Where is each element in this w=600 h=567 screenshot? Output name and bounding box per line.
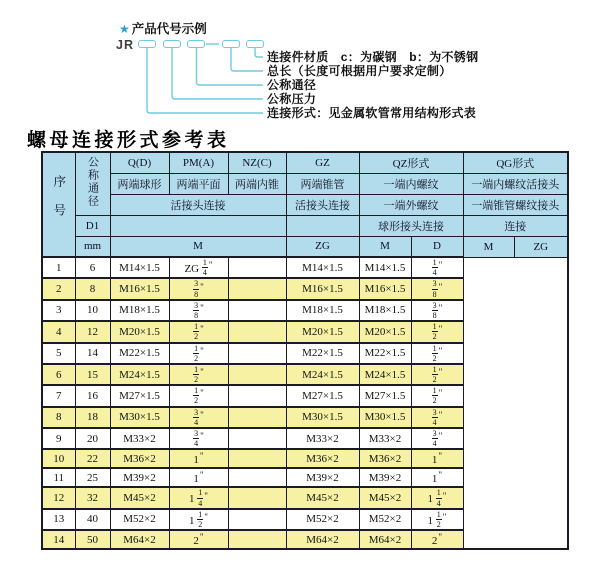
gz-zg-cell: 1 $\frac{1}{2}$ " <box>169 509 228 530</box>
table-row <box>42 364 568 385</box>
table-row <box>42 449 568 468</box>
header-nominal-diameter: 公称通径 <box>75 152 110 215</box>
qg-m-cell: M20×1.5 <box>359 321 411 342</box>
qg-zg-cell: $\frac{1}{2}$ " <box>411 343 463 364</box>
gz-zg-cell: 1" <box>169 468 228 487</box>
table-row <box>42 428 568 449</box>
row-index-cell: 4 <box>42 321 75 342</box>
table-row <box>42 321 568 342</box>
qg-m-cell: M22×1.5 <box>359 343 411 364</box>
table-title: 螺母连接形式参考表 <box>27 130 230 151</box>
header-blank-qpmnz <box>110 215 286 236</box>
header-unit-mm: mm <box>75 236 110 257</box>
header-nz-code: NZ(C) <box>228 152 286 173</box>
header-qz-ball-joint: 球形接头连接 <box>359 215 463 236</box>
qz-m-cell <box>228 278 286 299</box>
table-header <box>42 152 568 257</box>
qg-m-cell: M45×2 <box>359 487 411 508</box>
qz-m-cell <box>228 428 286 449</box>
m-thread-cell: M16×1.5 <box>110 278 169 299</box>
gz-zg-cell: 1" <box>169 449 228 468</box>
qz-m-cell <box>228 343 286 364</box>
header-qg-code: QG形式 <box>463 152 568 173</box>
row-index-cell: 8 <box>42 407 75 428</box>
qg-zg-cell: $\frac{1}{2}$ " <box>411 385 463 406</box>
table-row <box>42 530 568 549</box>
row-index-cell: 14 <box>42 530 75 549</box>
qz-d-cell: M16×1.5 <box>286 278 359 299</box>
qz-m-cell <box>228 530 286 549</box>
dn-mm-cell: 25 <box>75 468 110 487</box>
qg-zg-cell: $\frac{3}{8}$ " <box>411 278 463 299</box>
diagram-label-material: 连接件材质 c：为碳钢 b：为不锈钢 <box>267 50 479 64</box>
code-prefix: JR <box>116 38 134 52</box>
qg-m-cell: M36×2 <box>359 449 411 468</box>
qz-m-cell <box>228 257 286 278</box>
gz-zg-cell: $\frac{3}{4}$ " <box>169 407 228 428</box>
row-index-cell: 7 <box>42 385 75 406</box>
dn-mm-cell: 14 <box>75 343 110 364</box>
qg-m-cell: M16×1.5 <box>359 278 411 299</box>
row-index-cell: 10 <box>42 449 75 468</box>
gz-zg-cell: $\frac{3}{8}$ " <box>169 300 228 321</box>
qz-m-cell <box>228 487 286 508</box>
qz-d-cell: M27×1.5 <box>286 385 359 406</box>
m-thread-cell: M27×1.5 <box>110 385 169 406</box>
dn-mm-cell: 18 <box>75 407 110 428</box>
gz-zg-cell: $\frac{1}{2}$ " <box>169 343 228 364</box>
qz-d-cell: M33×2 <box>286 428 359 449</box>
qg-m-cell: M27×1.5 <box>359 385 411 406</box>
header-gz-union: 活接头连接 <box>286 194 359 215</box>
qz-m-cell <box>228 321 286 342</box>
diagram-label-diameter: 公称通径 <box>267 78 317 92</box>
qg-m-cell: M14×1.5 <box>359 257 411 278</box>
qg-zg-cell: $\frac{1}{2}$ " <box>411 321 463 342</box>
qg-zg-cell: $\frac{1}{2}$ " <box>411 364 463 385</box>
dn-mm-cell: 40 <box>75 509 110 530</box>
header-d1: D1 <box>75 215 110 236</box>
dn-mm-cell: 15 <box>75 364 110 385</box>
gz-zg-cell: ZG $\frac{1}{4}$ " <box>169 257 228 278</box>
dn-mm-cell: 50 <box>75 530 110 549</box>
table-row <box>42 407 568 428</box>
header-pm-sub: 两端平面 <box>169 173 228 194</box>
qg-zg-cell: 2" <box>411 530 463 549</box>
qz-m-cell <box>228 449 286 468</box>
qz-m-cell <box>228 407 286 428</box>
product-code-diagram <box>0 0 600 130</box>
row-index-cell: 5 <box>42 343 75 364</box>
gz-zg-cell: $\frac{1}{2}$ " <box>169 364 228 385</box>
qg-m-cell: M30×1.5 <box>359 407 411 428</box>
qz-d-cell: M64×2 <box>286 530 359 549</box>
qg-m-cell: M33×2 <box>359 428 411 449</box>
m-thread-cell: M24×1.5 <box>110 364 169 385</box>
row-index-cell: 3 <box>42 300 75 321</box>
header-pm-code: PM(A) <box>169 152 228 173</box>
qz-d-cell: M22×1.5 <box>286 343 359 364</box>
table-row <box>42 278 568 299</box>
dn-mm-cell: 16 <box>75 385 110 406</box>
example-heading-label: 产品代号示例 <box>131 22 207 36</box>
qz-m-cell <box>228 364 286 385</box>
header-gz-unit-zg: ZG <box>286 236 359 257</box>
row-index-cell: 9 <box>42 428 75 449</box>
header-unit-m: M <box>110 236 286 257</box>
qg-m-cell: M39×2 <box>359 468 411 487</box>
header-qz-unit-m: M <box>359 236 411 257</box>
qg-zg-cell: 1" <box>411 449 463 468</box>
qg-zg-cell: $\frac{3}{4}$ " <box>411 428 463 449</box>
qg-zg-cell: $\frac{3}{4}$ " <box>411 407 463 428</box>
m-thread-cell: M18×1.5 <box>110 300 169 321</box>
diagram-label-connection: 连接形式：见金属软管常用结构形式表 <box>267 106 477 120</box>
table-body <box>42 257 568 549</box>
header-union-connection: 活接头连接 <box>110 194 286 215</box>
row-index-cell: 6 <box>42 364 75 385</box>
header-blank-gz <box>286 215 359 236</box>
m-thread-cell: M45×2 <box>110 487 169 508</box>
row-index-cell: 12 <box>42 487 75 508</box>
qg-m-cell: M24×1.5 <box>359 364 411 385</box>
header-qg-unit-zg: ZG <box>514 236 568 257</box>
qg-m-cell: M18×1.5 <box>359 300 411 321</box>
table-row <box>42 257 568 278</box>
m-thread-cell: M33×2 <box>110 428 169 449</box>
qg-zg-cell: 1 $\frac{1}{4}$ " <box>411 487 463 508</box>
qz-d-cell: M20×1.5 <box>286 321 359 342</box>
qz-d-cell: M36×2 <box>286 449 359 468</box>
table-row <box>42 343 568 364</box>
header-qz-external-thread: 一端外螺纹 <box>359 194 463 215</box>
table-row <box>42 509 568 530</box>
row-index-cell: 2 <box>42 278 75 299</box>
dn-mm-cell: 10 <box>75 300 110 321</box>
qz-m-cell <box>228 300 286 321</box>
m-thread-cell: M64×2 <box>110 530 169 549</box>
qg-zg-cell: $\frac{3}{8}$ " <box>411 300 463 321</box>
qg-zg-cell: $\frac{1}{4}$ " <box>411 257 463 278</box>
table-row <box>42 487 568 508</box>
qg-zg-cell: 1" <box>411 468 463 487</box>
row-index-cell: 1 <box>42 257 75 278</box>
qg-m-cell: M64×2 <box>359 530 411 549</box>
m-thread-cell: M14×1.5 <box>110 257 169 278</box>
m-thread-cell: M36×2 <box>110 449 169 468</box>
qz-d-cell: M30×1.5 <box>286 407 359 428</box>
nut-connection-table <box>41 151 569 550</box>
row-index-cell: 13 <box>42 509 75 530</box>
header-qg-taper-thread: 一端锥管螺纹接头 <box>463 194 568 215</box>
m-thread-cell: M20×1.5 <box>110 321 169 342</box>
gz-zg-cell: $\frac{1}{2}$ " <box>169 385 228 406</box>
header-qg-connection: 连接 <box>463 215 568 236</box>
header-gz-code: GZ <box>286 152 359 173</box>
header-qg-unit-m: M <box>463 236 514 257</box>
qg-zg-cell: 1 $\frac{1}{2}$ " <box>411 509 463 530</box>
gz-zg-cell: $\frac{1}{2}$ " <box>169 321 228 342</box>
header-qz-sub: 一端内螺纹 <box>359 173 463 194</box>
qz-d-cell: M18×1.5 <box>286 300 359 321</box>
qz-d-cell: M52×2 <box>286 509 359 530</box>
m-thread-cell: M39×2 <box>110 468 169 487</box>
header-q-code: Q(D) <box>110 152 169 173</box>
table-row <box>42 300 568 321</box>
header-q-sub: 两端球形 <box>110 173 169 194</box>
header-qz-code: QZ形式 <box>359 152 463 173</box>
dn-mm-cell: 22 <box>75 449 110 468</box>
dn-mm-cell: 8 <box>75 278 110 299</box>
gz-zg-cell: 2" <box>169 530 228 549</box>
table-row <box>42 468 568 487</box>
diagram-label-length: 总长（长度可根据用户要求定制） <box>267 64 452 78</box>
dn-mm-cell: 6 <box>75 257 110 278</box>
m-thread-cell: M52×2 <box>110 509 169 530</box>
dn-mm-cell: 12 <box>75 321 110 342</box>
qz-m-cell <box>228 468 286 487</box>
diagram-label-pressure: 公称压力 <box>267 92 317 106</box>
dn-mm-cell: 32 <box>75 487 110 508</box>
header-nz-sub: 两端内锥 <box>228 173 286 194</box>
qz-d-cell: M45×2 <box>286 487 359 508</box>
m-thread-cell: M30×1.5 <box>110 407 169 428</box>
gz-zg-cell: $\frac{3}{8}$ " <box>169 278 228 299</box>
qz-m-cell <box>228 385 286 406</box>
header-qg-sub: 一端内螺纹活接头 <box>463 173 568 194</box>
row-index-cell: 11 <box>42 468 75 487</box>
m-thread-cell: M22×1.5 <box>110 343 169 364</box>
header-seq: 序号 <box>42 152 75 257</box>
star-icon: ★ <box>119 22 130 36</box>
qz-d-cell: M24×1.5 <box>286 364 359 385</box>
table-row <box>42 385 568 406</box>
qz-d-cell: M39×2 <box>286 468 359 487</box>
gz-zg-cell: $\frac{3}{4}$ " <box>169 428 228 449</box>
gz-zg-cell: 1 $\frac{1}{4}$ " <box>169 487 228 508</box>
qg-m-cell: M52×2 <box>359 509 411 530</box>
header-gz-sub: 两端锥管 <box>286 173 359 194</box>
qz-m-cell <box>228 509 286 530</box>
qz-d-cell: M14×1.5 <box>286 257 359 278</box>
header-qz-unit-d: D <box>411 236 463 257</box>
dn-mm-cell: 20 <box>75 428 110 449</box>
